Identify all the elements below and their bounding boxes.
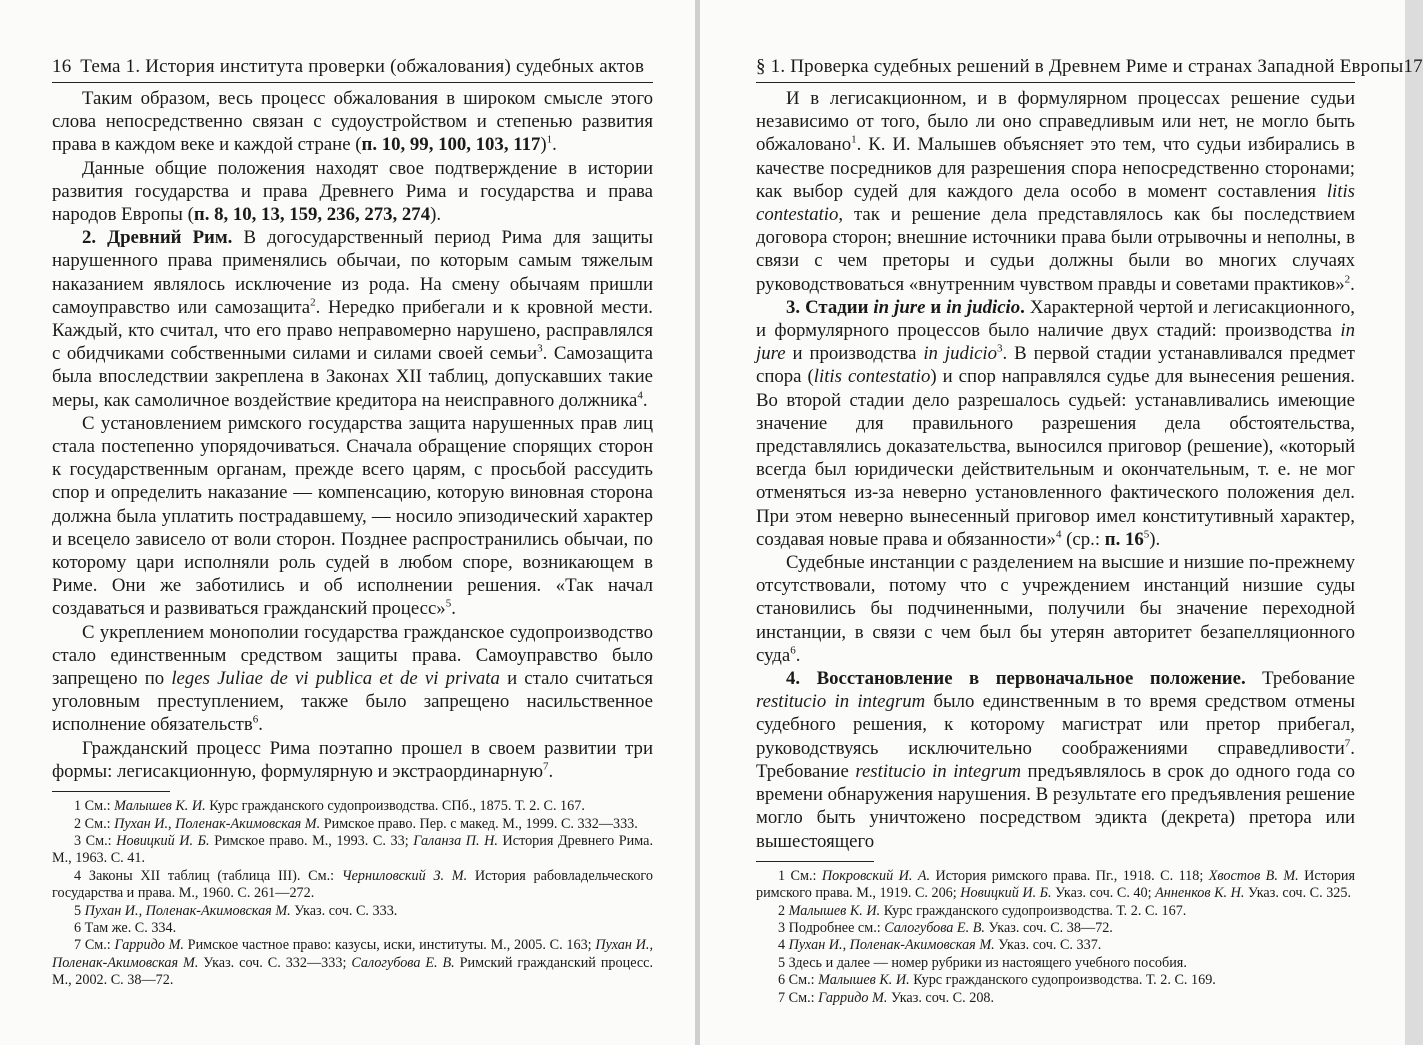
text-run: . bbox=[642, 389, 648, 411]
italic-text: Пухан И., Поленак-Акимовская М. bbox=[84, 902, 291, 919]
text-run: Судебные инстанции с разделением на высшие и низшие по-прежнему отсутствовали, потому что с учреждением инстанций низшие суды становились бы подчиненными, получили бы значение переходной инстанции, в связи с чем был бы утерян авторитет безапелляционного суда bbox=[756, 552, 1355, 666]
text-run: . bbox=[258, 714, 263, 736]
text-run: предъявлялось в срок до одного года со времени обнаружения нарушения. В результате его предъявления решение могло быть уничтожено посредством эдикта (декрета) претора или вышестоящего bbox=[756, 760, 1355, 852]
text-run: 5 bbox=[74, 902, 85, 919]
footnote-ref: 1 bbox=[851, 134, 857, 147]
footnote-ref: 4 bbox=[637, 389, 643, 402]
paragraph bbox=[52, 87, 653, 157]
text-run: 1 См.: bbox=[778, 867, 822, 884]
italic-text: Новицкий И. Б. bbox=[116, 832, 210, 849]
text-run: Указ. соч. С. 333. bbox=[290, 902, 398, 919]
bold-text: п. 16 bbox=[1104, 528, 1144, 550]
paragraph bbox=[52, 157, 653, 227]
footnote-ref: 3 bbox=[537, 342, 543, 355]
running-head-title: Тема 1. История института проверки (обжалования) судебных актов bbox=[80, 56, 645, 77]
text-run: Курс гражданского судопроизводства. Т. 2. С. 169. bbox=[909, 972, 1216, 989]
text-run: ) bbox=[540, 134, 547, 156]
text-run: Римское частное право: казусы, иски, институты. М., 2005. С. 163; bbox=[183, 937, 596, 954]
footnote-ref: 1 bbox=[546, 134, 553, 147]
footnote-ref: 7 bbox=[1344, 737, 1351, 750]
running-head-title: § 1. Проверка судебных решений в Древнем Риме и странах Западной Европы bbox=[756, 56, 1404, 77]
footnote bbox=[52, 920, 653, 937]
text-run: Таким образом, весь процесс обжалования в широком смысле этого слова непосредственно связан с судоустройством и степенью развития права в каждом веке и каждой стране ( bbox=[52, 88, 653, 156]
text-run: , так и решение дела представлялось как бы последствием договора сторон; внешние источники права были отрывочны и неполны, в связи с чем преторы и судьи должны были во многих случаях руководствоваться «внутренним чувством правды и советами практиков» bbox=[756, 204, 1355, 295]
footnote-rule bbox=[52, 791, 170, 792]
italic-text: Малышев К. И. bbox=[788, 902, 881, 919]
italic-text: Пухан И., Поленак-Акимовская М. bbox=[52, 937, 654, 971]
text-run: . bbox=[795, 644, 801, 666]
text-run: Римское право. М., 1993. С. 33; bbox=[209, 832, 414, 849]
right-page bbox=[700, 0, 1423, 1045]
text-run: 7 См.: bbox=[74, 937, 115, 954]
text-run: Требование bbox=[1245, 668, 1355, 690]
bold-text: и bbox=[925, 296, 947, 318]
footnote bbox=[52, 903, 653, 920]
italic-text: restitucio in integrum bbox=[756, 691, 926, 713]
paragraph bbox=[756, 296, 1355, 551]
footnote bbox=[756, 868, 1355, 903]
text-run: Данные общие положения находят свое подтверждение в истории развития государства и права Древнего Рима и государства и права народов Европы ( bbox=[52, 157, 653, 226]
bold-text: п. 8, 10, 13, 159, 236, 273, 274 bbox=[193, 204, 431, 226]
footnote-ref: 6 bbox=[790, 644, 796, 657]
italic-text: Пухан И., Поленак-Акимовская М. bbox=[114, 815, 321, 832]
text-run: . bbox=[552, 134, 557, 156]
paragraph bbox=[756, 667, 1355, 853]
text-run: (ср.: bbox=[1061, 528, 1105, 550]
text-run: С установлением римского государства защита нарушенных прав лиц стала постепенно упорядочиваться. Сначала обращение спорящих сторон к государственным органам, прежде всего царям, с просьбой рассудить спор и определить наказание — компенсацию, которую виновная сторона должна была уплатить пострадавшему, — носило эпизодический характер и всецело зависело от воли сторон. Позднее распространились обычаи, по которому цари исполняли роль судей в любом споре, возникающем в Риме. Они же заботились и об исполнении решения. «Так начал создаваться и развиваться гражданский процесс» bbox=[52, 412, 653, 620]
footnote-ref: 2 bbox=[310, 296, 316, 309]
text-run: . В первой стадии устанавливался предмет спора ( bbox=[756, 343, 1355, 388]
footnote bbox=[52, 868, 653, 903]
italic-text: Салогубова Е. В. bbox=[351, 954, 455, 971]
page-number: 17 bbox=[1403, 56, 1423, 77]
text-run: 2 См.: bbox=[74, 815, 115, 832]
italic-text: Покровский И. А. bbox=[821, 867, 931, 884]
text-run: История римского права. Пг., 1918. С. 118; bbox=[930, 867, 1209, 884]
bold-text: 2. Древний Рим. bbox=[82, 227, 233, 249]
italic-text: leges Juliae de vi publica et de vi privata bbox=[171, 668, 500, 690]
paragraph bbox=[52, 621, 653, 737]
left-page bbox=[0, 0, 695, 1045]
footnote-ref: 2 bbox=[1344, 273, 1351, 286]
italic-text: Новицкий И. Б. bbox=[960, 885, 1052, 902]
text-run: . Нередко прибегали и к кровной мести. Каждый, кто считал, что его право неправомерно нарушено, расправлялся с обидчиками собственными силами и силами своей семьи bbox=[52, 296, 653, 365]
footnote bbox=[756, 990, 1355, 1007]
text-run: . Самозащита была впоследствии закреплена в Законах XII таблиц, допускавших такие меры, как самоличное воздействие кредитора на неисправного должника bbox=[52, 343, 653, 411]
text-run: . bbox=[548, 760, 554, 782]
bold-text: 3. Стадии bbox=[786, 296, 874, 318]
text-run: . Требование bbox=[756, 737, 1355, 782]
text-run: было единственным в то время средством отмены судебного решения, к которому магистрат или претор прибегал, руководствуясь исключительно соображениями справедливости bbox=[756, 691, 1355, 759]
footnote-ref: 7 bbox=[543, 760, 549, 773]
paragraph bbox=[52, 226, 653, 412]
italic-text: in judicio bbox=[923, 343, 998, 365]
italic-text: Черниловский З. М. bbox=[341, 867, 468, 884]
text-run: История римского права. М., 1919. С. 206; bbox=[756, 867, 1356, 902]
footnote bbox=[756, 955, 1355, 972]
text-run: Указ. соч. С. 332—333; bbox=[198, 954, 352, 971]
footnote bbox=[756, 903, 1355, 920]
text-run: И в легисакционном, и в формулярном процессах решение судьи независимо от того, было ли оно справедливым или нет, не могло быть обжаловано bbox=[756, 88, 1355, 156]
text-run: 1 См.: bbox=[74, 798, 115, 815]
paragraph bbox=[756, 551, 1355, 667]
footnotes bbox=[756, 868, 1355, 1007]
footnote-ref: 5 bbox=[1143, 528, 1150, 541]
text-run: . bbox=[451, 598, 456, 620]
footnotes bbox=[52, 798, 653, 989]
text-run: 3 См.: bbox=[74, 832, 117, 849]
paragraph bbox=[52, 737, 653, 783]
footnote-ref: 4 bbox=[1055, 528, 1062, 541]
text-run: В догосударственный период Рима для защиты нарушенного права применялись обычаи, по которым самым тяжелым наказанием являлось исключение из рода. На смену обычаям пришли самоуправство или самозащита bbox=[52, 227, 653, 318]
italic-text: Анненков К. Н. bbox=[1155, 885, 1245, 902]
text-run: и производства bbox=[785, 343, 924, 365]
italic-text: Галанза П. Н. bbox=[413, 832, 498, 849]
text-run: Характерной чертой и легисакционного, и формулярного процессов было наличие двух стадий: производства bbox=[756, 296, 1356, 342]
running-head bbox=[52, 56, 653, 83]
footnote-ref: 3 bbox=[997, 342, 1003, 355]
bold-text: п. 10, 99, 100, 103, 117 bbox=[361, 134, 541, 156]
text-run: Римский гражданский процесс. М., 2002. С. 38—72. bbox=[52, 954, 653, 989]
text-run: и стало считаться уголовным преступлением, также было запрещено насильственное исполнение обязательств bbox=[52, 668, 654, 736]
italic-text: Хвостов В. М. bbox=[1208, 867, 1299, 884]
italic-text: Гарридо М. bbox=[114, 937, 184, 954]
italic-text: in jure bbox=[756, 320, 1355, 365]
italic-text: litis contestatio bbox=[813, 366, 931, 388]
text-run: Курс гражданского судопроизводства. СПб., 1875. Т. 2. С. 167. bbox=[205, 798, 585, 815]
text-run: Римское право. Пер. с макед. М., 1999. С. 332—333. bbox=[320, 815, 638, 832]
bold-italic-text: in judicio bbox=[946, 296, 1021, 318]
text-run: История Древнего Рима. М., 1963. С. 41. bbox=[52, 832, 653, 867]
text-run: Указ. соч. С. 40; bbox=[1051, 885, 1156, 902]
text-run: . bbox=[1350, 273, 1355, 295]
text-run: С укреплением монополии государства гражданское судопроизводство стало единственным средством защиты права. Самоуправство было запрещено по bbox=[52, 621, 653, 690]
text-run: 6 См.: bbox=[778, 972, 819, 989]
text-run: ). bbox=[430, 204, 442, 226]
main-text bbox=[756, 87, 1355, 853]
text-run: История рабовладельческого государства и права. М., 1960. С. 261—272. bbox=[52, 867, 653, 902]
italic-text: Салогубова Е. В. bbox=[884, 919, 985, 936]
footnote-ref: 6 bbox=[252, 714, 259, 727]
italic-text: Малышев К. И. bbox=[818, 972, 910, 989]
running-head bbox=[756, 56, 1423, 83]
footnote bbox=[756, 972, 1355, 989]
italic-text: litis contestatio bbox=[756, 180, 1355, 226]
text-run: . К. И. Малышев объясняет это тем, что судьи избирались в качестве посредников для разрешения спора непосредственно сторонами; как выбор судей для каждого дела особо в момент составления bbox=[756, 134, 1355, 202]
footnote bbox=[756, 920, 1355, 937]
text-run: Указ. соч. С. 325. bbox=[1244, 885, 1352, 902]
italic-text: Малышев К. И. bbox=[114, 798, 206, 815]
text-run: 2 bbox=[778, 902, 789, 919]
footnote bbox=[52, 833, 653, 868]
text-run: Курс гражданского судопроизводства. Т. 2. С. 167. bbox=[880, 902, 1187, 919]
text-run: 3 Подробнее см.: bbox=[778, 919, 885, 936]
bold-text: 4. Восстановление в первоначальное положение. bbox=[786, 668, 1246, 690]
text-run: 4 bbox=[778, 937, 789, 954]
text-run: 4 Законы XII таблиц (таблица III). См.: bbox=[74, 867, 342, 884]
footnote-ref: 5 bbox=[445, 598, 452, 611]
text-run: 5 Здесь и далее — номер рубрики из настоящего учебного пособия. bbox=[778, 954, 1187, 971]
paragraph bbox=[52, 412, 653, 621]
text-run: 7 См.: bbox=[778, 989, 819, 1006]
italic-text: Гарридо М. bbox=[818, 989, 888, 1006]
footnote bbox=[52, 937, 653, 989]
bold-italic-text: in jure bbox=[873, 296, 926, 318]
italic-text: restitucio in integrum bbox=[855, 760, 1022, 782]
text-run: Указ. соч. С. 337. bbox=[994, 937, 1102, 954]
paragraph bbox=[756, 87, 1355, 296]
footnote bbox=[52, 816, 653, 833]
footnote bbox=[756, 937, 1355, 954]
text-run: Гражданский процесс Рима поэтапно прошел в своем развитии три формы: легисакционную, формулярную и экстраординарную bbox=[52, 737, 653, 782]
page-number: 16 bbox=[52, 56, 72, 77]
text-run: ). bbox=[1149, 528, 1161, 550]
text-run: ) и спор направлялся судье для вынесения решения. Во второй стадии дело разрешалось судьей: устанавливались имеющие значение для правильного разрешения дела обстоятельства, представлялись доказательства, выносился приговор (решение), «который всегда был юридически действительным и окончательным, т. е. не мог отменяться из-за неверно установленного фактического положения дел. При этом неверно вынесенный приговор имел конститутивный характер, создавая новые права и обязанности» bbox=[756, 366, 1355, 550]
bold-text: . bbox=[1020, 296, 1025, 318]
main-text bbox=[52, 87, 653, 783]
text-run: 6 Там же. С. 334. bbox=[74, 919, 177, 936]
footnote-rule bbox=[756, 861, 874, 862]
italic-text: Пухан И., Поленак-Акимовская М. bbox=[788, 937, 995, 954]
footnote bbox=[52, 798, 653, 815]
text-run: Указ. соч. С. 38—72. bbox=[984, 919, 1113, 936]
text-run: Указ. соч. С. 208. bbox=[887, 989, 995, 1006]
